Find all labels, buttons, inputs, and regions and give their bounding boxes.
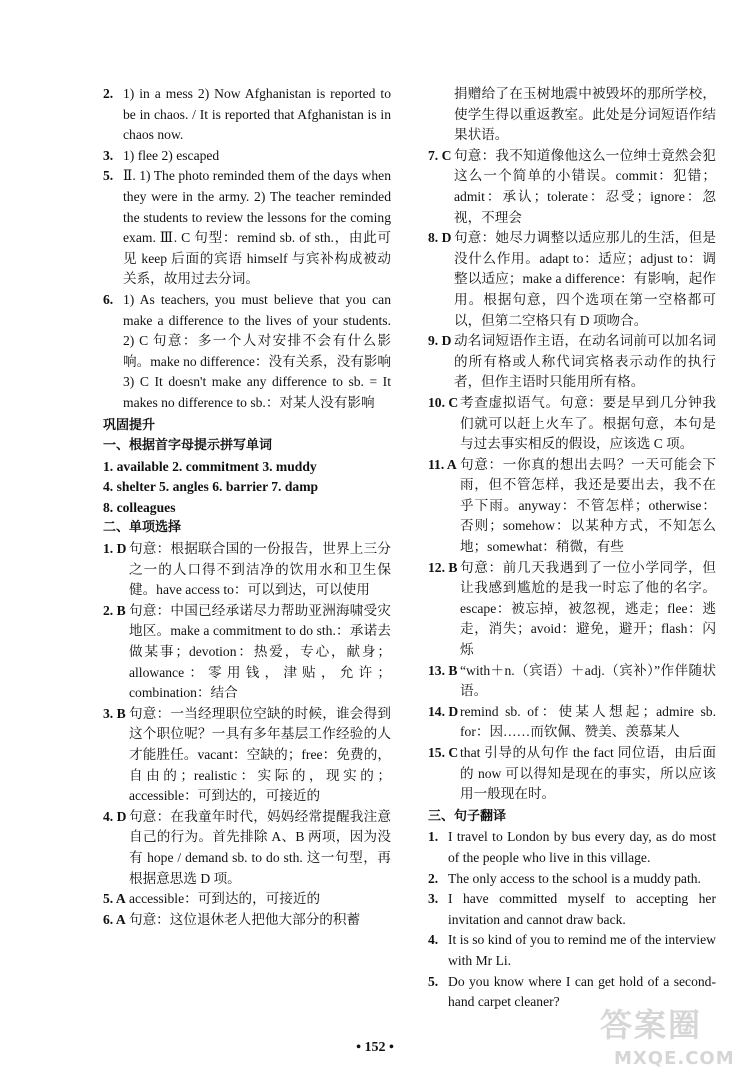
item-text: 句意：一你真的想出去吗？一天可能会下雨，但不管怎样，我还是要出去，我不在乎下雨。anyway：不管怎样；otherwise：否则；somehow：以某种方式，不知怎么地；somewhat：稍微，有些: [460, 456, 716, 555]
item-number: 7. C: [428, 147, 452, 163]
choice-item: [103, 601, 391, 704]
item-text: 句意：这位退休老人把他大部分的积蓄: [129, 911, 361, 927]
item-number: 13. B: [428, 662, 458, 678]
item-number: 12. B: [428, 559, 458, 575]
choice-item: [428, 455, 716, 558]
translation-item: [428, 827, 716, 868]
choice-item: [428, 743, 716, 805]
item-number: 5.: [428, 973, 439, 989]
item-number: 1. D: [103, 541, 127, 557]
choice-item: [428, 661, 716, 702]
item-text: 句意：前几天我遇到了一位小学同学，但让我感到尴尬的是我一时忘了他的名字。escape：被忘掉，被忽视，逃走；flee：逃走，消失；avoid：避免，避开；flash：闪烁: [460, 559, 716, 658]
item-text: The only access to the school is a muddy path.: [448, 870, 701, 886]
item-text: Ⅱ. 1) The photo reminded them of the days when they were in the army. 2) The teacher reminded the students to review the lessons for the coming exam. Ⅲ. C 句型：remind sb. of sth.，由此可见 keep 后面的宾语 himself 与宾补构成被动关系，故用过去分词。: [123, 168, 391, 287]
item-text: 捐赠给了在玉树地震中被毁坏的那所学校，使学生得以重返教室。此处是分词短语作结果状语。: [454, 86, 716, 143]
answer-item: [103, 290, 391, 414]
choice-item: [428, 146, 716, 228]
choice-item: [103, 807, 391, 889]
item-number: 15. C: [428, 745, 459, 760]
choice-item: [103, 704, 391, 807]
answer-item: [103, 84, 391, 146]
item-text: 1) flee 2) escaped: [123, 147, 220, 163]
watermark-url: MXQE.COM: [614, 1048, 735, 1069]
watermark-logo: [600, 1000, 745, 1080]
item-number: 4. D: [103, 808, 127, 824]
item-number: 9. D: [428, 333, 452, 349]
choice-item: [428, 558, 716, 661]
item-number: 8. D: [428, 230, 452, 246]
item-text: 句意：她尽力调整以适应那儿的生活，但是没什么作用。adapt to：适应；adjust to：调整以适应；make a difference：有影响，起作用。根据句意，四个选项在第一空格都可以，但第二空格只有 D 项吻合。: [454, 230, 716, 328]
item-number: 1.: [428, 829, 439, 845]
right-column: [428, 84, 716, 1013]
choice-item: [428, 228, 716, 331]
item-number: 11. A: [428, 456, 457, 472]
item-number: 3.: [428, 891, 439, 907]
continued-text: [428, 84, 716, 146]
choice-item: [103, 910, 391, 931]
item-text: 考查虚拟语气。句意：要是早到几分钟我们就可以赶上火车了。根据句意，本句是与过去事实相反的假设，应该选 C 项。: [460, 394, 716, 452]
item-number: 3.: [103, 147, 114, 163]
page-number: • 152 •: [356, 1040, 394, 1055]
part-title: 一、根据首字母提示拼写单词: [103, 438, 273, 454]
left-column: [103, 84, 391, 930]
choice-item: [428, 702, 716, 743]
item-text: 句意：我不知道像他这么一位绅士竟然会犯这么一个简单的小错误。commit：犯错；admit：承认；tolerate：忍受；ignore：忽视，不理会: [454, 147, 716, 225]
choice-item: [103, 889, 391, 910]
choice-item: [428, 331, 716, 393]
item-number: 2. B: [103, 602, 126, 618]
item-text: 句意：中国已经承诺尽力帮助亚洲海啸受灾地区。make a commitment to do sth.：承诺去做某事；devotion：热爱，专心，献身；allowance：零用钱，津贴，允许；combination：结合: [129, 602, 391, 701]
translation-item: [428, 869, 716, 890]
item-text: 句意：一当经理职位空缺的时候，谁会得到这个职位呢？一具有多年基层工作经验的人才能胜任。vacant：空缺的；free：免费的，自由的；realistic：实际的，现实的；accessible：可到达的，可接近的: [129, 705, 391, 804]
item-number: 14. D: [428, 703, 459, 719]
spelling-line: 1. available 2. commitment 3. muddy: [103, 458, 317, 474]
choice-item: [103, 539, 391, 601]
item-text: that 引导的从句作 the fact 同位语，由后面的 now 可以得知是现在的事实，所以应该用一般现在时。: [460, 745, 716, 802]
watermark-logo-text: 答案圈: [600, 1006, 703, 1044]
item-text: I travel to London by bus every day, as do most of the people who live in this village.: [448, 829, 716, 865]
item-number: 6.: [103, 291, 114, 307]
section-title: 巩固提升: [103, 417, 156, 433]
item-text: 句意：根据联合国的一份报告，世界上三分之一的人口得不到洁净的饮用水和卫生保健。have access to：可以到达，可以使用: [129, 541, 391, 598]
spelling-line: 4. shelter 5. angles 6. barrier 7. damp: [103, 479, 319, 495]
answer-item: [103, 166, 391, 290]
item-text: 1) in a mess 2) Now Afghanistan is reported to be in chaos. / It is reported that Afghanistan is in chaos now.: [123, 86, 391, 143]
part-title: 三、句子翻译: [428, 808, 507, 824]
item-text: I have committed myself to accepting her invitation and cannot draw back.: [448, 891, 716, 927]
item-text: 句意：在我童年时代，妈妈经常提醒我注意自己的行为。首先排除 A、B 两项，因为没有 hope / demand sb. to do sth. 这一句型，再根据意思选 D 项。: [129, 808, 391, 886]
item-number: 2.: [103, 86, 114, 101]
translation-item: [428, 889, 716, 930]
spelling-line: 8. colleagues: [103, 499, 176, 515]
item-number: 3. B: [103, 705, 126, 721]
item-text: remind sb. of：使某人想起；admire sb. for：因……而钦佩、赞美、羡慕某人: [460, 703, 716, 740]
answer-item: [103, 146, 391, 167]
item-text: “with＋n.（宾语）＋adj.（宾补）”作伴随状语。: [460, 662, 716, 699]
item-number: 2.: [428, 870, 439, 886]
item-text: Do you know where I can get hold of a second-hand carpet cleaner?: [448, 973, 716, 1010]
item-text: accessible：可到达的，可接近的: [129, 891, 321, 907]
item-text: It is so kind of you to remind me of the interview with Mr Li.: [448, 932, 716, 968]
item-number: 4.: [428, 932, 439, 948]
choice-item: [428, 393, 716, 455]
item-text: 动名词短语作主语，在动名词前可以加名词的所有格或人称代词宾格表示动作的执行者，但作主语时只能用所有格。: [454, 333, 716, 390]
item-number: 5. A: [103, 891, 126, 907]
item-number: 6. A: [103, 911, 126, 927]
item-number: 10. C: [428, 394, 459, 410]
item-text: 1) As teachers, you must believe that you can make a difference to the lives of your students. 2) C 句意：多一个人对安排不会有什么影响。make no difference：没有关系，没有影响 3) C It doesn't make any difference to sb. = It makes no difference to sb.：对某人没有影响: [123, 291, 391, 410]
item-number: 5.: [103, 168, 114, 184]
part-title: 二、单项选择: [103, 520, 182, 536]
translation-item: [428, 930, 716, 971]
